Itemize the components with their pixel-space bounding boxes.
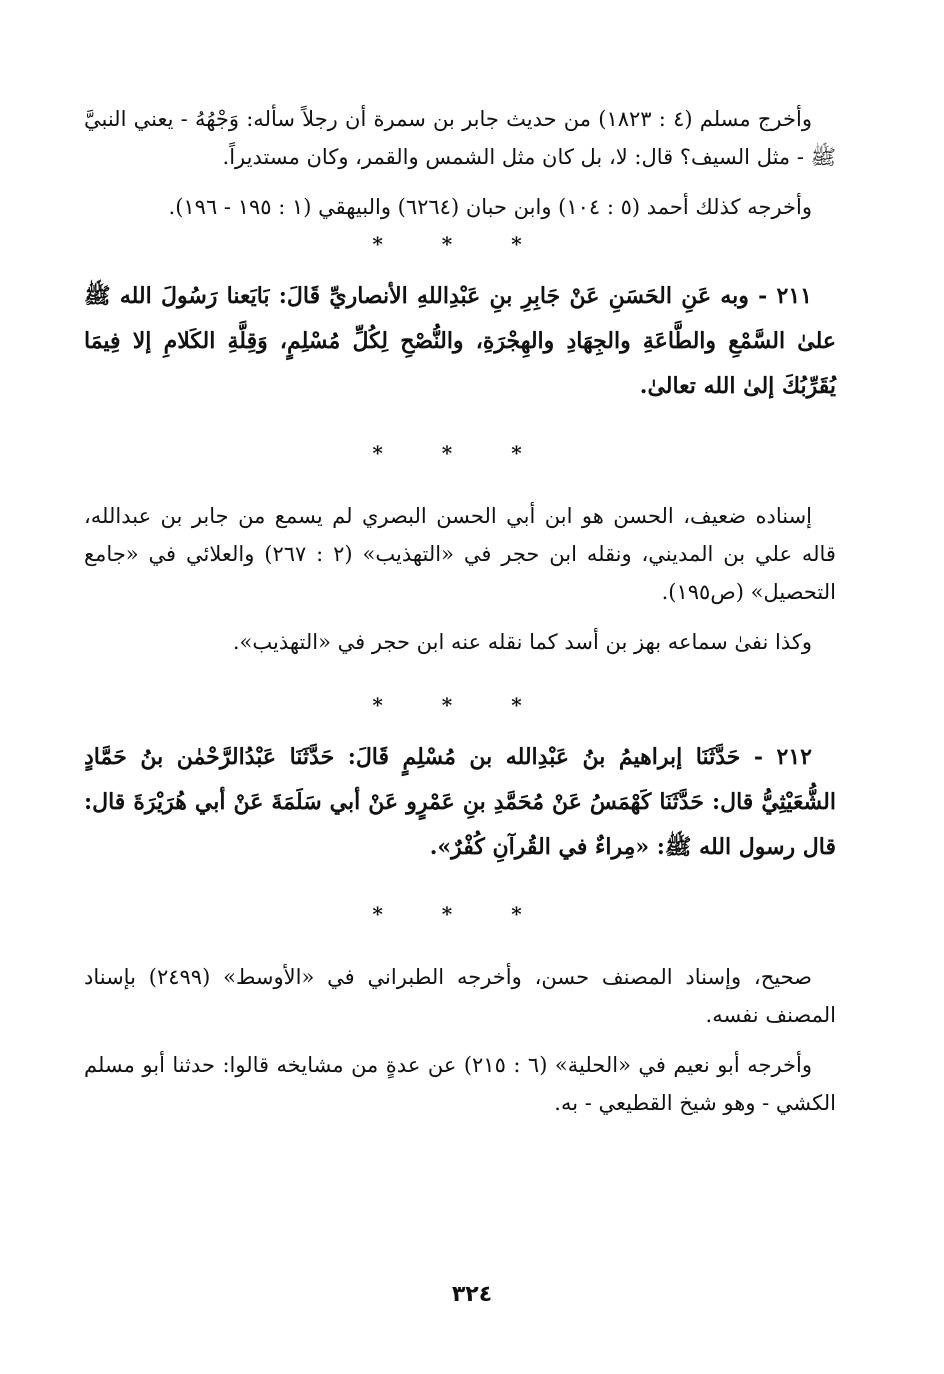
page-number: ٣٢٤: [451, 1282, 493, 1307]
paragraph: صحيح، وإسناد المصنف حسن، وأخرجه الطبراني في «الأوسط» (٢٤٩٩) بإسناد المصنف نفسه.: [84, 965, 836, 1027]
paragraph: وأخرج مسلم (٤ : ١٨٢٣) من حديث جابر بن سمرة أن رجلاً سأله: وَجْهُهُ - يعني النبيَّ ﷺ - مثل السيف؟ قال: لا، بل كان مثل الشمس والقمر، وكان مستديراً.: [84, 107, 836, 169]
section-separator: * * *: [372, 693, 548, 717]
section-separator: * * *: [372, 902, 548, 926]
hadith-211: ٢١١ - وبه عَنِ الحَسَنِ عَنْ جَابِرِ بنِ عَبْدِاللهِ الأنصاريِّ قَالَ: بَايَعنا رَسُولَ الله ﷺ علىٰ السَّمْعِ والطَّاعَةِ والجِهَادِ والهِجْرَةِ، والنُّصْحِ لِكُلِّ مُسْلِمٍ، وَقِلَّةِ الكَلامِ إلا فِيمَا يُقَرِّبُكَ إلىٰ الله تعالىٰ.: [84, 283, 837, 399]
paragraph: وأخرجه أبو نعيم في «الحلية» (٦ : ٢١٥) عن عدةٍ من مشايخه قالوا: حدثنا أبو مسلم الكشي - وهو شيخ القطيعي - به.: [84, 1053, 836, 1115]
page-body: [84, 100, 836, 1122]
hadith-212: ٢١٢ - حَدَّثَنَا إبراهيمُ بنُ عَبْدِالله بن مُسْلِمٍ قَالَ: حَدَّثَنَا عَبْدُالرَّحْمٰن بنُ حَمَّادٍ الشُّعَيْثِيُّ قال: حَدَّثَنَا كَهْمَسُ عَنْ مُحَمَّدِ بنِ عَمْرٍو عَنْ أبي سَلَمَةَ عَنْ أبي هُرَيْرَةَ قال: قال رسول الله ﷺ: «مِراءٌ في القُرآنِ كُفْرٌ».: [84, 744, 836, 860]
paragraph: وكذا نفىٰ سماعه بهز بن أسد كما نقله عنه ابن حجر في «التهذيب».: [232, 630, 812, 654]
section-separator: * * *: [372, 232, 548, 256]
paragraph: إسناده ضعيف، الحسن هو ابن أبي الحسن البصري لم يسمع من جابر بن عبدالله، قاله علي بن المديني، ونقله ابن حجر في «التهذيب» (٢ : ٢٦٧) والعلائي في «جامع التحصيل» (ص١٩٥).: [84, 504, 836, 604]
section-separator: * * *: [372, 441, 548, 465]
paragraph: وأخرجه كذلك أحمد (٥ : ١٠٤) وابن حبان (٦٢٦٤) والبيهقي (١ : ١٩٥ - ١٩٦).: [168, 195, 812, 219]
